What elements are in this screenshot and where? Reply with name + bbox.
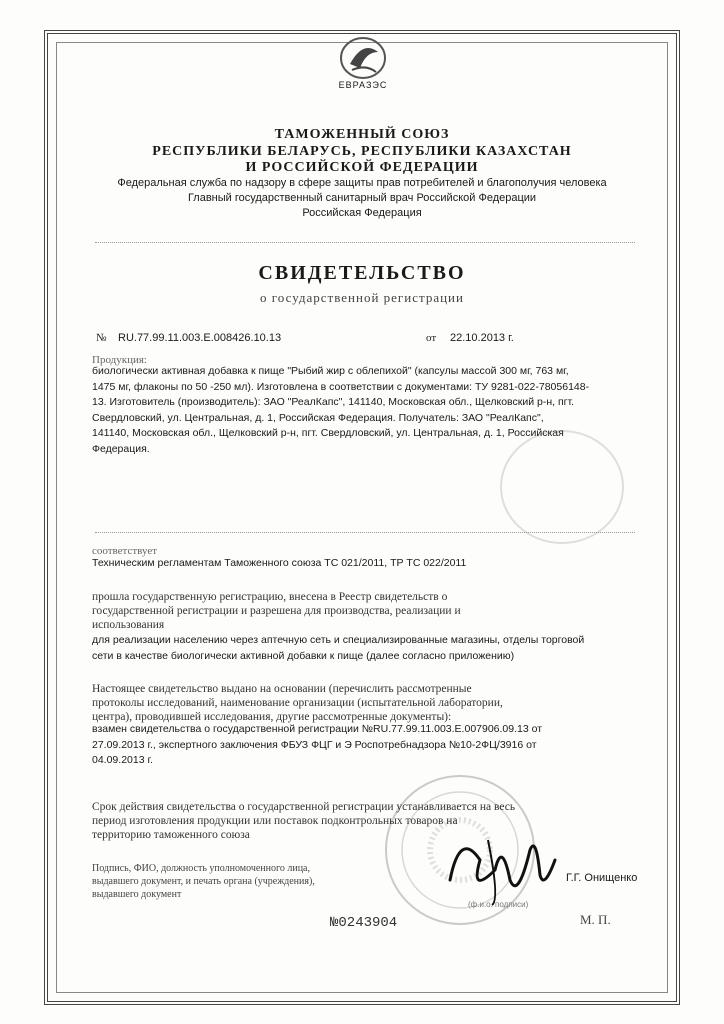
signature-label-line: выдавшего документ, и печать органа (учреждения),: [92, 876, 315, 887]
date-label: от: [426, 332, 437, 344]
usage-text: [92, 633, 642, 664]
basis-line: 27.09.2013 г., экспертного заключения ФБУЗ ФЦГ и Э Роспотребнадзора №10-2ФЦ/3916 от: [92, 738, 537, 751]
signatory-name: Г.Г. Онищенко: [566, 872, 638, 884]
divider: [95, 532, 635, 533]
signature-label-line: Подпись, ФИО, должность уполномоченного лица,: [92, 863, 310, 874]
registration-date: 22.10.2013 г.: [450, 332, 514, 344]
product-line: 1475 мг, флаконы по 50 -250 мл). Изготовлена в соответствии с документами: ТУ 9281-022-78056148-: [92, 380, 590, 393]
faint-stamp: [500, 430, 624, 544]
fio-caption: (ф.и.о. подписи): [468, 900, 529, 909]
document-subtitle: о государственной регистрации: [260, 290, 464, 305]
compliance-label: соответствует: [92, 545, 158, 557]
product-line: Федерация.: [92, 442, 150, 455]
eurasec-logo-icon: [330, 34, 396, 86]
seal-place-label: М. П.: [580, 912, 611, 927]
union-heading: ТАМОЖЕННЫЙ СОЮЗ: [274, 127, 450, 142]
basis-label: [92, 682, 640, 724]
republics-heading-1: РЕСПУБЛИКИ БЕЛАРУСЬ, РЕСПУБЛИКИ КАЗАХСТАН: [152, 144, 572, 159]
basis-line: 04.09.2013 г.: [92, 754, 153, 766]
number-label: №: [96, 332, 107, 344]
basis-label-line: центра), проводившей исследования, другие рассмотренные документы):: [92, 711, 452, 723]
validity-line: территорию таможенного союза: [92, 829, 250, 841]
signature-label: [92, 862, 392, 901]
basis-text: [92, 722, 642, 769]
registration-number: RU.77.99.11.003.E.008426.10.13: [118, 332, 282, 344]
statement-line: государственной регистрации и разрешена для производства, реализации и: [92, 605, 461, 617]
republics-heading-2: И РОССИЙСКОЙ ФЕДЕРАЦИИ: [245, 160, 479, 175]
product-label: Продукция:: [92, 354, 147, 366]
document-title: СВИДЕТЕЛЬСТВО: [258, 262, 466, 284]
country-line: Российская Федерация: [302, 207, 422, 219]
validity-line: Срок действия свидетельства о государственной регистрации устанавливается на весь: [92, 801, 516, 813]
statement-line: прошла государственную регистрацию, внесена в Реестр свидетельств о: [92, 591, 448, 603]
basis-label-line: Настоящее свидетельство выдано на основании (перечислить рассмотренные: [92, 683, 472, 695]
usage-line: сети в качестве биологически активной добавки к пище (далее согласно приложению): [92, 649, 515, 662]
compliance-text: Техническим регламентам Таможенного союза ТС 021/2011, ТР ТС 022/2011: [92, 557, 467, 569]
validity-line: период изготовления продукции или поставок подконтрольных товаров на: [92, 815, 458, 827]
handwritten-signature-icon: [440, 820, 560, 910]
divider: [95, 242, 635, 243]
basis-line: взамен свидетельства о государственной регистрации №RU.77.99.11.003.E.007906.09.13 от: [92, 723, 543, 735]
usage-line: для реализации населению через аптечную сеть и специализированные магазины, отделы торговой: [92, 634, 585, 646]
statement-line: использования: [92, 619, 165, 631]
product-line: 13. Изготовитель (производитель): ЗАО "РеалКапс", 141140, Московская обл., Щелковский р-н, пгт.: [92, 396, 575, 408]
product-line: Свердловский, ул. Центральная, д. 1, Российская Федерация. Получатель: ЗАО "РеалКапс",: [92, 411, 544, 424]
official-line: Главный государственный санитарный врач Российской Федерации: [187, 192, 537, 204]
form-serial-number: №0243904: [330, 915, 398, 931]
product-line: биологически активная добавка к пище "Рыбий жир с облепихой" (капсулы массой 300 мг, 763 мг,: [92, 365, 569, 377]
signature-label-line: выдавшего документ: [92, 889, 182, 900]
agency-line: Федеральная служба по надзору в сфере защиты прав потребителей и благополучия человека: [117, 177, 607, 189]
basis-label-line: протоколы исследований, наименование организации (испытательной лаборатории,: [92, 697, 503, 709]
product-line: 141140, Московская обл., Щелковский р-н, пгт. Свердловский, ул. Центральная, д. 1, Российская: [92, 427, 564, 439]
logo-caption: ЕВРАЗЭС: [338, 80, 388, 90]
registration-statement: [92, 590, 640, 632]
